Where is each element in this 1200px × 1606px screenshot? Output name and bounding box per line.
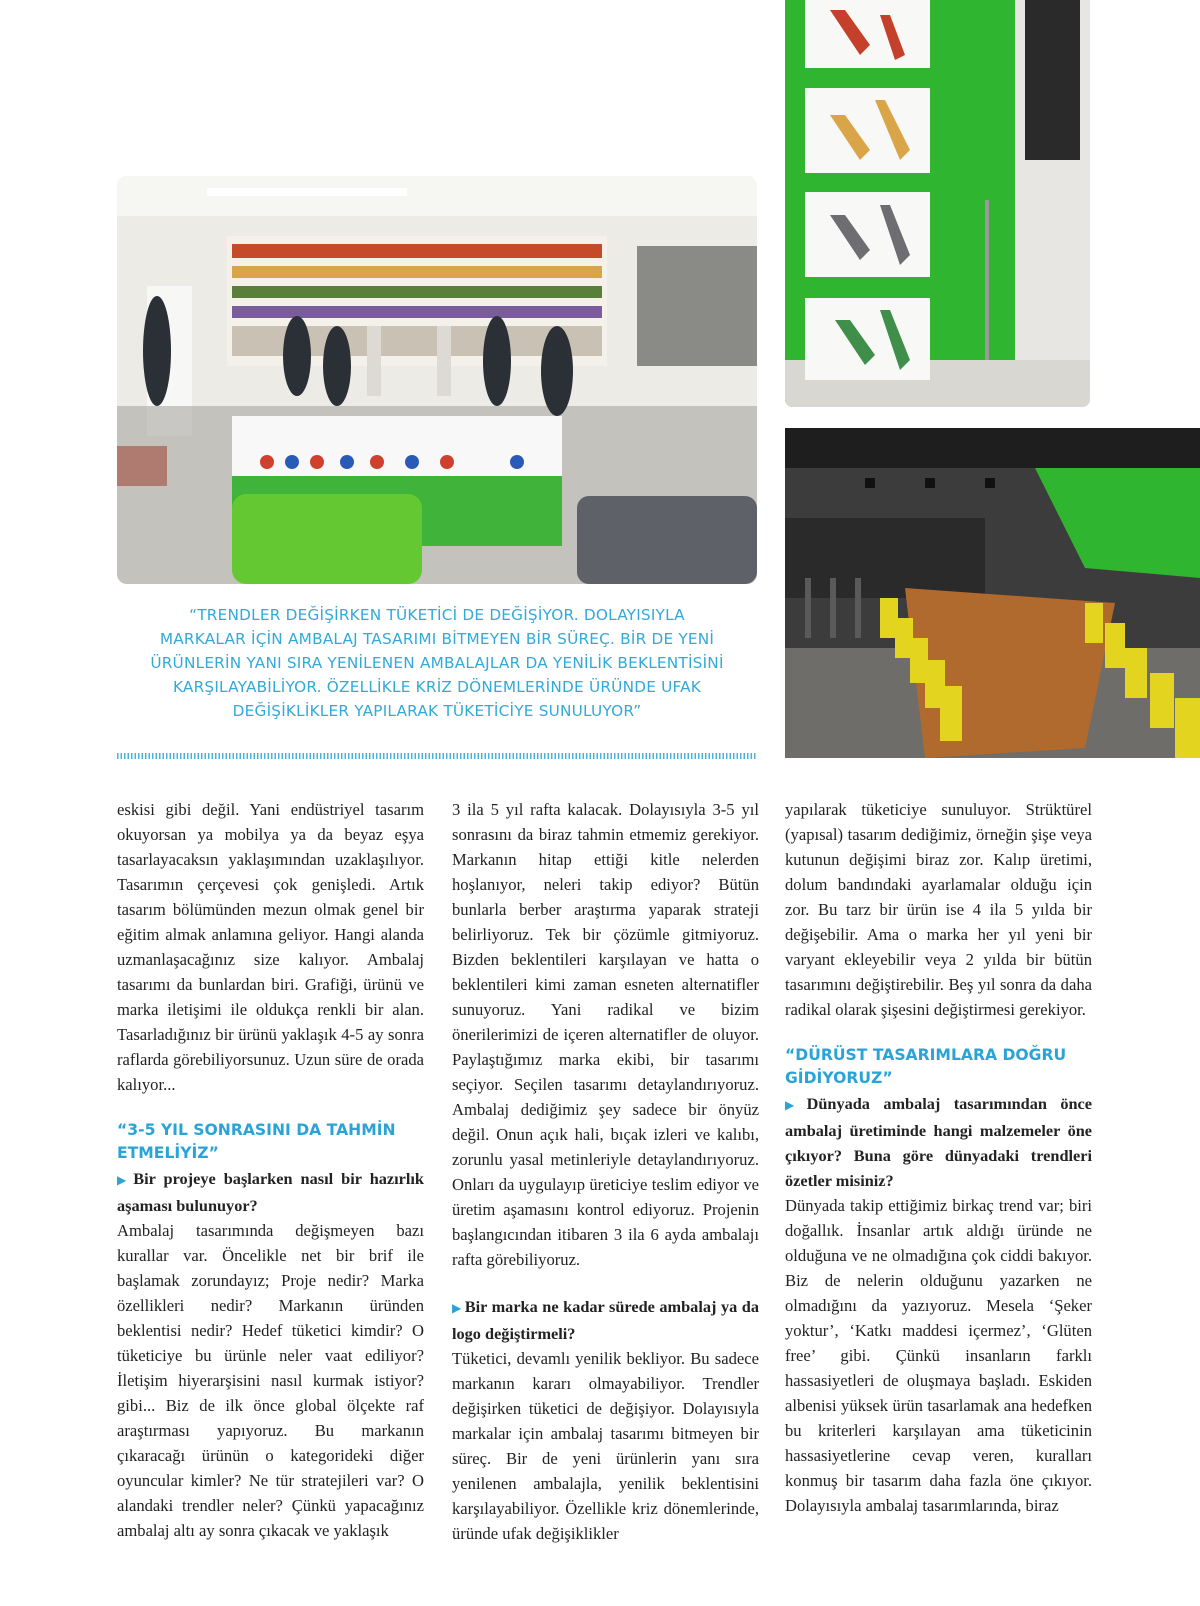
pull-quote-line: MARKALAR İÇİN AMBALAJ TASARIMI BİTMEYEN BİR SÜREÇ. BİR DE YENİ xyxy=(159,630,715,648)
pull-quote xyxy=(117,603,757,723)
interview-question-text: Bir projeye başlarken nasıl bir hazırlık aşaması bulunuyor? xyxy=(117,1169,424,1215)
body-paragraph: Tüketici, devamlı yenilik bekliyor. Bu sadece markanın kararı olmayabiliyor. Trendler değişirken tüketici de değişiyor. Dolayısıyla markalar için ambalaj tasarımı bitmeyen bir süreç. Bir de yeni ürünlerin yanı sıra yenilenen ambalajla, yenilik beklentisini karşılayabiliyor. Özellikle kriz dönemlerinde, üründe ufak değişiklikler xyxy=(452,1349,759,1543)
interview-question xyxy=(785,1091,1092,1193)
body-paragraph: Dünyada takip ettiğimiz birkaç trend var; biri doğallık. İnsanlar artık aldığı üründe ne olduğuna ve ne olmadığına çok ciddi bakıyor. Biz de nelerin olduğunu yazarken ne olmadığını da yazıyoruz. Mesela ‘Şeker yoktur’, ‘Katkı maddesi içermez’, ‘Glüten free’ gibi. Çünkü insanların farklı hassasiyetleri de oluşmaya başladı. Eskiden albenisi yüksek ürün tasarlamak ana hedefken bu kriterleri karşılayan ama tüketicinin hassasiyetlerine cevap veren, kuralları konmuş bir tasarım daha fazla öne çıkıyor. Dolayısıyla ambalaj tasarımlarında, biraz xyxy=(785,1196,1092,1515)
pull-quote-line: DEĞİŞİKLİKLER YAPILARAK TÜKETİCİYE SUNULUYOR” xyxy=(232,702,642,720)
wall-art-photo-icon xyxy=(785,0,1090,407)
triangle-bullet-icon: ▶ xyxy=(785,1098,804,1112)
pull-quote-line: “TRENDLER DEĞİŞİRKEN TÜKETİCİ DE DEĞİŞİYOR. DOLAYISIYLA xyxy=(189,606,685,624)
article-column-3 xyxy=(785,797,1092,1518)
section-heading: “3-5 YIL SONRASINI DA TAHMİN ETMELİYİZ” xyxy=(117,1121,396,1162)
interview-question-text: Dünyada ambalaj tasarımından önce ambalaj üretiminde hangi malzemeler öne çıkıyor? Buna göre dünyadaki trendleri özetler misiniz? xyxy=(785,1094,1092,1190)
dining-area-photo xyxy=(785,428,1200,758)
pull-quote-line: KARŞILAYABİLİYOR. ÖZELLİKLE KRİZ DÖNEMLERİNDE ÜRÜNDE UFAK xyxy=(172,678,702,696)
triangle-bullet-icon: ▶ xyxy=(452,1301,462,1315)
body-paragraph: eskisi gibi değil. Yani endüstriyel tasarım okuyorsan ya mobilya ya da beyaz eşya tasarlayacaksın yaklaşımından uzaklaşılıyor. Tasarımın çerçevesi çok genişledi. Artık tasarım bölümünden mezun olmak genel bir eğitim almak anlamına geliyor. Hangi alanda uzmanlaşacağınız size kalıyor. Ambalaj tasarımı da bunlardan biri. Grafiği, ürünü ve marka iletişimi ile oldukça renkli bir alan. Tasarladığınız bir ürünü yaklaşık 4-5 ay sonra raflarda görebiliyorsunuz. Uzun süre de orada kalıyor... xyxy=(117,800,424,1094)
dotted-divider xyxy=(117,753,757,759)
body-paragraph: Ambalaj tasarımında değişmeyen bazı kurallar var. Öncelikle net bir brif ile başlamak zorundayız; Proje nedir? Marka özellikleri nedir? Markanın üründen beklentisi nedir? Hedef tüketici kimdir? O tüketiciye bu ürünle neler vaat ediliyor? İletişim hiyerarşisini nasıl kurmak istiyor? gibi... Biz de ilk önce global ölçekte raf araştırması yapıyoruz. Bu markanın çıkaracağı ürünün o kategorideki diğer oyuncular kimler? Ne tür stratejileri var? O alandaki trendler neler? Çünkü yapacağınız ambalaj altı ay sonra çıkacak ve yaklaşık xyxy=(117,1221,424,1540)
office-photo-icon xyxy=(117,176,757,584)
interview-question xyxy=(117,1166,424,1218)
body-paragraph: 3 ila 5 yıl rafta kalacak. Dolayısıyla 3-5 yıl sonrasını da biraz tahmin etmemiz gerekiyor. Markanın hitap ettiği kitle nelerden hoşlanıyor, neleri takip ediyor? Bütün bunlarla berber araştırma yaparak strateji belirliyoruz. Tek bir çözümle gitmiyoruz. Bizden beklentileri karşılayan ve hatta o beklentileri kimi zaman esneten alternatifler sunuyoruz. Yani radikal ve bizim önerilerimizi de içeren alternatifler de oluyor. Paylaştığımız marka ekibi, bir tasarımı seçiyor. Seçilen tasarımı detaylandırıyoruz. Ambalaj dediğimiz şey sadece bir önyüz değil. Onun açık hali, bıçak izleri ve kalıbı, zorunlu yasal metinleriyle detaylandırıyoruz. Onları da uygulayıp üreticiye teslim ediyor ve üretim aşamasını kontrol ediyoruz. Projenin başlangıcından itibaren 3 ila 6 ayda ambalajı rafta görebiliyoruz. xyxy=(452,800,759,1269)
interview-question xyxy=(452,1294,759,1346)
article-column-2 xyxy=(452,797,759,1546)
triangle-bullet-icon: ▶ xyxy=(117,1173,131,1187)
pull-quote-line: ÜRÜNLERİN YANI SIRA YENİLENEN AMBALAJLAR DA YENİLİK BEKLENTİSİNİ xyxy=(150,654,724,672)
section-heading: “DÜRÜST TASARIMLARA DOĞRU GİDİYORUZ” xyxy=(785,1046,1067,1087)
interview-question-text: Bir marka ne kadar sürede ambalaj ya da logo değiştirmeli? xyxy=(452,1297,760,1343)
dining-area-photo-icon xyxy=(785,428,1200,758)
article-column-1 xyxy=(117,797,424,1543)
office-photo xyxy=(117,176,757,584)
wall-art-photo xyxy=(785,0,1090,407)
body-paragraph: yapılarak tüketiciye sunuluyor. Strüktürel (yapısal) tasarım dediğimiz, örneğin şişe veya kutunun değişimi biraz zor. Kalıp üretimi, dolum bandındaki ayarlamalar olduğu için zor. Bu tarz bir ürün ise 4 ila 5 yılda bir değişebilir. Ama o marka her yıl yeni bir varyant ekleyebilir veya 2 yılda bir bütün tasarımını değiştirebilir. Beş yıl sonra da daha radikal olarak şişesini değiştirmesi gerekiyor. xyxy=(785,800,1092,1019)
